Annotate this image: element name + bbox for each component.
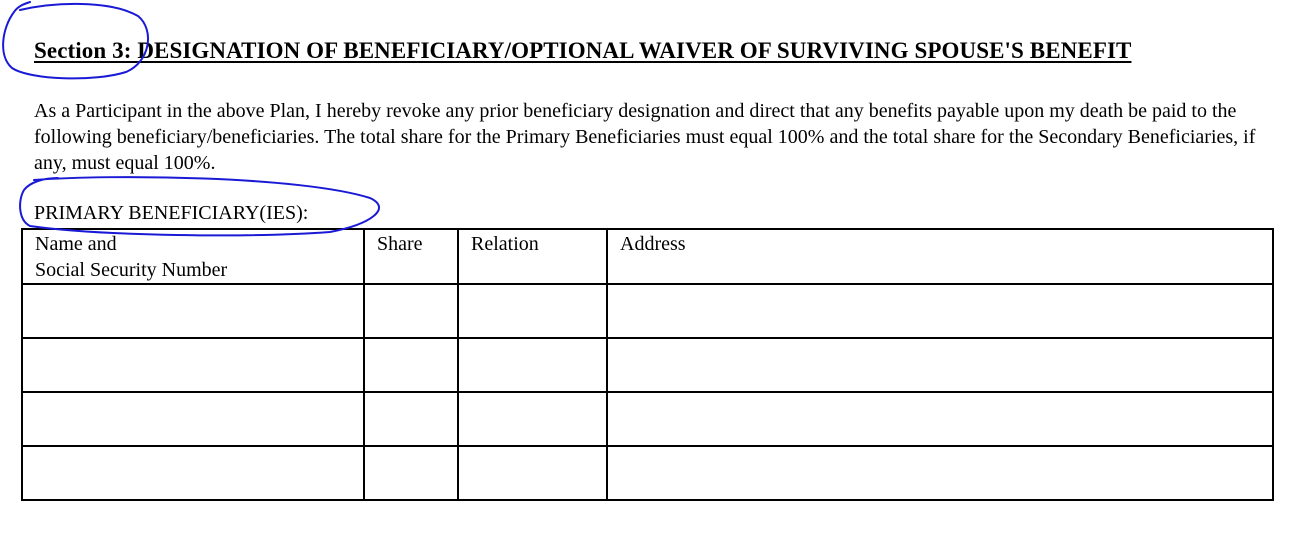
share-cell[interactable]: [364, 446, 458, 500]
name-ssn-cell[interactable]: [22, 284, 364, 338]
relation-cell[interactable]: [458, 284, 607, 338]
share-cell[interactable]: [364, 284, 458, 338]
intro-paragraph: As a Participant in the above Plan, I hereby revoke any prior beneficiary designation and direct that any benefits payable upon my death be paid to the following beneficiary/beneficiaries. The total share for the Primary Beneficiaries must equal 100% and the total share for the Secondary Beneficiaries, if any, must equal 100%.: [34, 100, 1256, 174]
header-name-line2: Social Security Number: [35, 259, 228, 281]
name-ssn-cell[interactable]: [22, 392, 364, 446]
section-heading: [34, 38, 1131, 64]
header-relation: Relation: [458, 229, 607, 284]
name-ssn-cell[interactable]: [22, 338, 364, 392]
relation-cell[interactable]: [458, 338, 607, 392]
relation-cell[interactable]: [458, 446, 607, 500]
share-cell[interactable]: [364, 392, 458, 446]
name-ssn-cell[interactable]: [22, 446, 364, 500]
address-cell[interactable]: [607, 446, 1273, 500]
header-address: Address: [607, 229, 1273, 284]
section-title: DESIGNATION OF BENEFICIARY/OPTIONAL WAIVER OF SURVIVING SPOUSE'S BENEFIT: [137, 38, 1132, 63]
address-cell[interactable]: [607, 284, 1273, 338]
address-cell[interactable]: [607, 392, 1273, 446]
table-row: [22, 446, 1273, 500]
table-row: [22, 284, 1273, 338]
header-name-line1: Name and: [35, 233, 117, 255]
table-row: [22, 392, 1273, 446]
header-name-ssn: [22, 229, 364, 284]
address-cell[interactable]: [607, 338, 1273, 392]
header-share: Share: [364, 229, 458, 284]
share-cell[interactable]: [364, 338, 458, 392]
primary-beneficiary-table: [21, 228, 1274, 501]
table-header-row: [22, 229, 1273, 284]
section-number: Section 3:: [34, 38, 132, 63]
primary-beneficiaries-label: PRIMARY BENEFICIARY(IES):: [34, 202, 309, 224]
table-row: [22, 338, 1273, 392]
relation-cell[interactable]: [458, 392, 607, 446]
